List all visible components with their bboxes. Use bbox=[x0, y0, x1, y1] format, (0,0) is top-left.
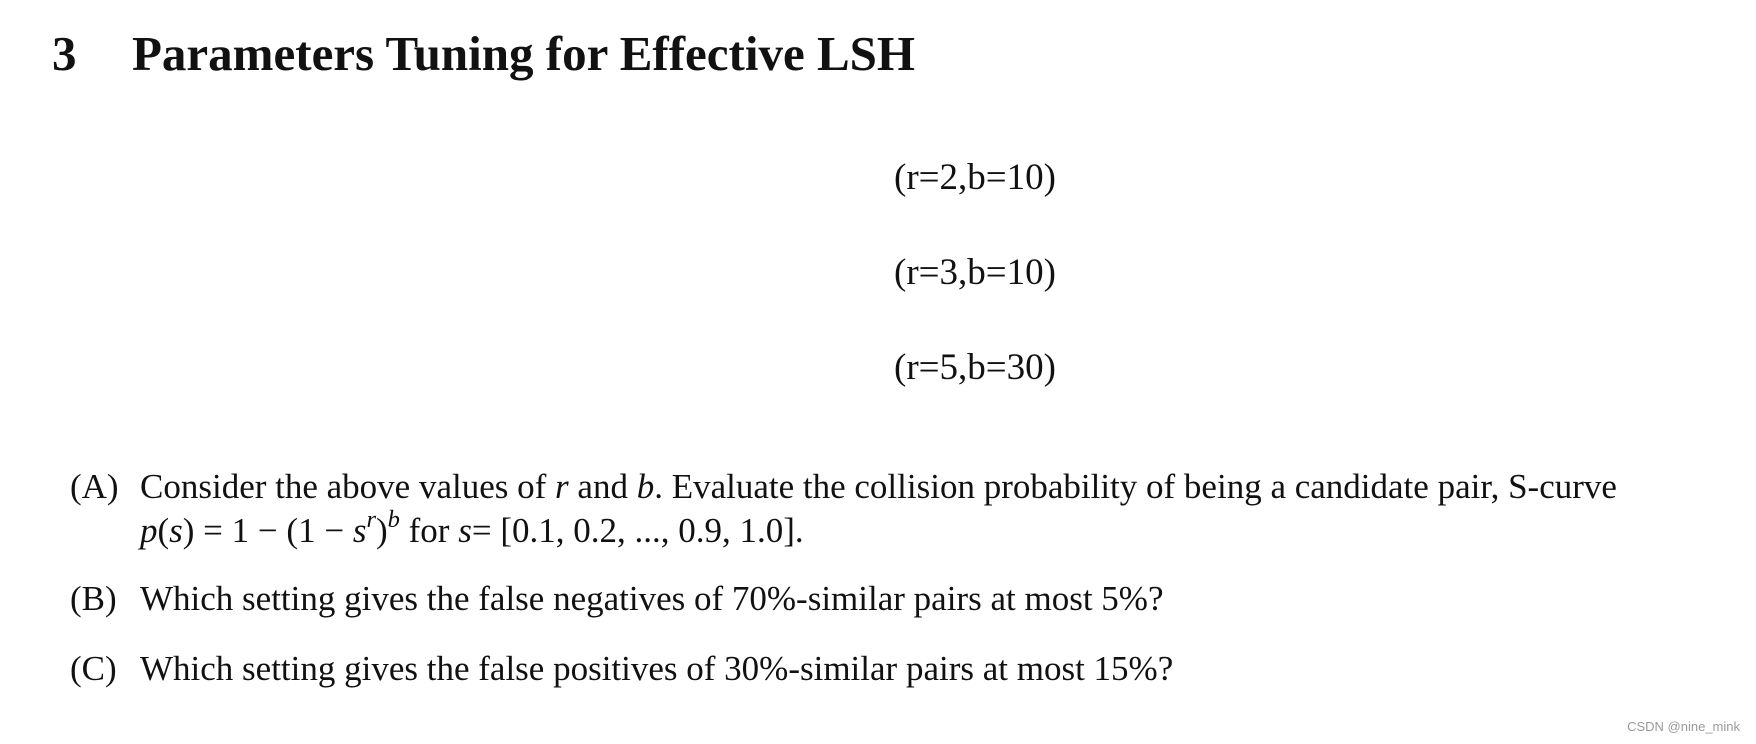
parameter-list bbox=[0, 150, 1756, 435]
question-a-text-part: for bbox=[399, 511, 459, 550]
section-title: Parameters Tuning for Effective LSH bbox=[132, 26, 916, 81]
question-b-text: Which setting gives the false negatives of 70%-similar pairs at most 5%? bbox=[140, 579, 1164, 618]
formula-close: ) bbox=[375, 511, 388, 550]
variable-s: s bbox=[458, 511, 472, 550]
question-a-text-part: . Evaluate the collision probability of being a candidate pair, S-curve bbox=[654, 467, 1617, 506]
question-a bbox=[70, 465, 1730, 553]
formula-sup-b: b bbox=[387, 505, 400, 533]
question-list bbox=[70, 465, 1730, 717]
param-line-2 bbox=[0, 245, 1756, 301]
question-b-label: (B) bbox=[70, 579, 117, 618]
question-c bbox=[70, 647, 1730, 691]
question-a-text-part: Consider the above values of bbox=[140, 467, 556, 506]
param-text-2: (r=3,b=10) bbox=[894, 252, 1056, 293]
question-a-text-part: and bbox=[568, 467, 637, 506]
param-text-1: (r=2,b=10) bbox=[894, 157, 1056, 198]
formula-p: p bbox=[140, 511, 158, 550]
question-c-label: (C) bbox=[70, 649, 117, 688]
question-b bbox=[70, 577, 1730, 621]
question-c-text: Which setting gives the false positives of 30%-similar pairs at most 15%? bbox=[140, 649, 1174, 688]
variable-b: b bbox=[636, 467, 655, 506]
param-text-3: (r=5,b=30) bbox=[894, 347, 1056, 388]
param-line-3 bbox=[0, 340, 1756, 396]
watermark: CSDN @nine_mink bbox=[1627, 719, 1740, 734]
formula-s-power: s bbox=[352, 511, 367, 550]
param-line-1 bbox=[0, 150, 1756, 206]
formula-mid: ) = 1 − (1 − bbox=[182, 511, 353, 550]
section-number: 3 bbox=[52, 26, 77, 81]
section-heading bbox=[52, 22, 915, 86]
formula-sup-r: r bbox=[366, 505, 376, 533]
question-a-text bbox=[140, 465, 1730, 553]
formula-paren-open: ( bbox=[157, 511, 170, 550]
formula-s: s bbox=[169, 511, 183, 550]
question-a-text-part: = [0.1, 0.2, ..., 0.9, 1.0]. bbox=[471, 511, 804, 550]
variable-r: r bbox=[555, 467, 569, 506]
question-a-label: (A) bbox=[70, 467, 119, 506]
